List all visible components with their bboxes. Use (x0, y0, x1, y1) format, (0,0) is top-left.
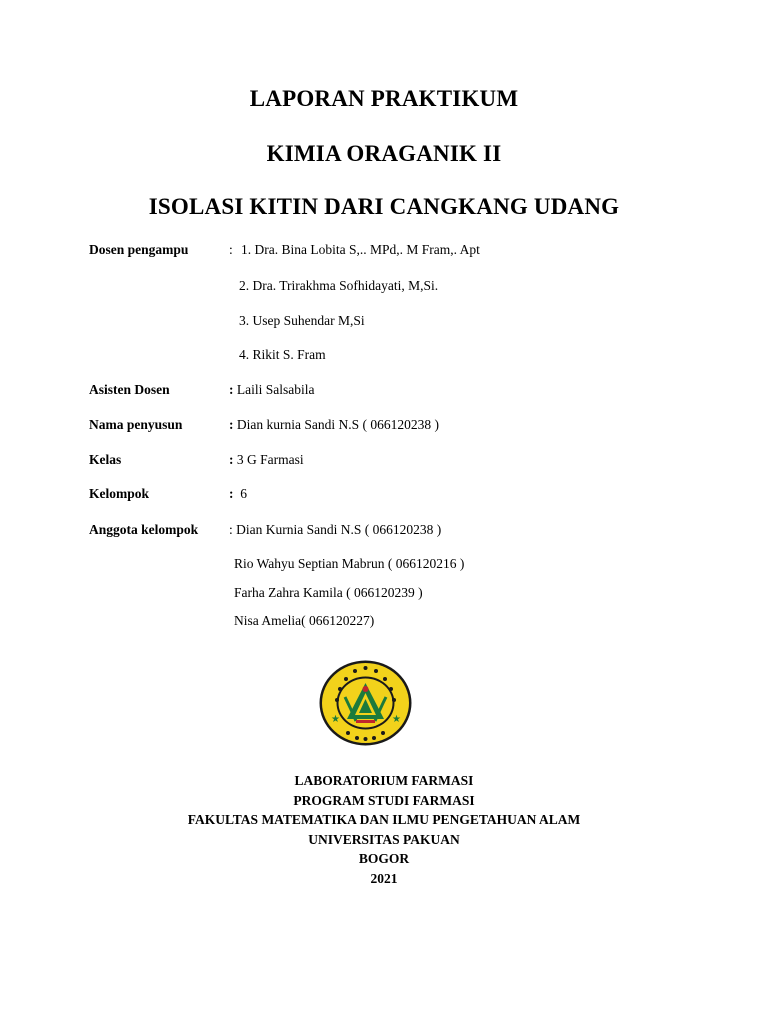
footer-faculty: FAKULTAS MATEMATIKA DAN ILMU PENGETAHUAN ALAM (187, 812, 581, 827)
footer-year: 2021 (370, 871, 398, 886)
anggota-label: Anggota kelompok (89, 522, 199, 537)
footer-laboratory: LABORATORIUM FARMASI (294, 773, 474, 788)
dosen-colon: : (229, 242, 233, 257)
svg-text:★: ★ (331, 714, 340, 725)
kelompok-colon: : (229, 486, 234, 501)
dosen-item-3: 3. Usep Suhendar M,Si (239, 313, 365, 328)
asisten-colon: : (229, 382, 234, 397)
penyusun-colon: : (229, 417, 234, 432)
dosen-label: Dosen pengampu (89, 242, 189, 257)
dosen-item-1: 1. Dra. Bina Lobita S,.. MPd,. M Fram,. Apt (241, 242, 480, 257)
dosen-item-4: 4. Rikit S. Fram (239, 347, 326, 362)
kelas-colon: : (229, 452, 234, 467)
anggota-item-2: Rio Wahyu Septian Mabrun ( 066120216 ) (234, 556, 465, 571)
penyusun-value: Dian kurnia Sandi N.S ( 066120238 ) (236, 417, 439, 432)
penyusun-label: Nama penyusun (89, 417, 183, 432)
footer-university: UNIVERSITAS PAKUAN (308, 832, 460, 847)
asisten-label: Asisten Dosen (89, 382, 170, 397)
anggota-item-1: Dian Kurnia Sandi N.S ( 066120238 ) (236, 522, 442, 537)
svg-text:★: ★ (392, 714, 401, 725)
footer-city: BOGOR (358, 851, 410, 866)
footer-study-program: PROGRAM STUDI FARMASI (293, 793, 475, 808)
dosen-item-2: 2. Dra. Trirakhma Sofhidayati, M,Si. (239, 278, 439, 293)
anggota-item-4: Nisa Amelia( 066120227) (234, 613, 375, 628)
kelompok-label: Kelompok (89, 486, 150, 501)
anggota-colon: : (229, 522, 233, 537)
kelas-value: 3 G Farmasi (236, 452, 304, 467)
anggota-item-3: Farha Zahra Kamila ( 066120239 ) (234, 585, 423, 600)
report-title: LAPORAN PRAKTIKUM (249, 86, 519, 111)
experiment-title: ISOLASI KITIN DARI CANGKANG UDANG (148, 194, 620, 219)
kelas-label: Kelas (89, 452, 122, 467)
kelompok-value: 6 (240, 486, 247, 501)
university-logo-icon (318, 659, 413, 747)
asisten-value: Laili Salsabila (236, 382, 315, 397)
course-title: KIMIA ORAGANIK II (266, 141, 502, 166)
